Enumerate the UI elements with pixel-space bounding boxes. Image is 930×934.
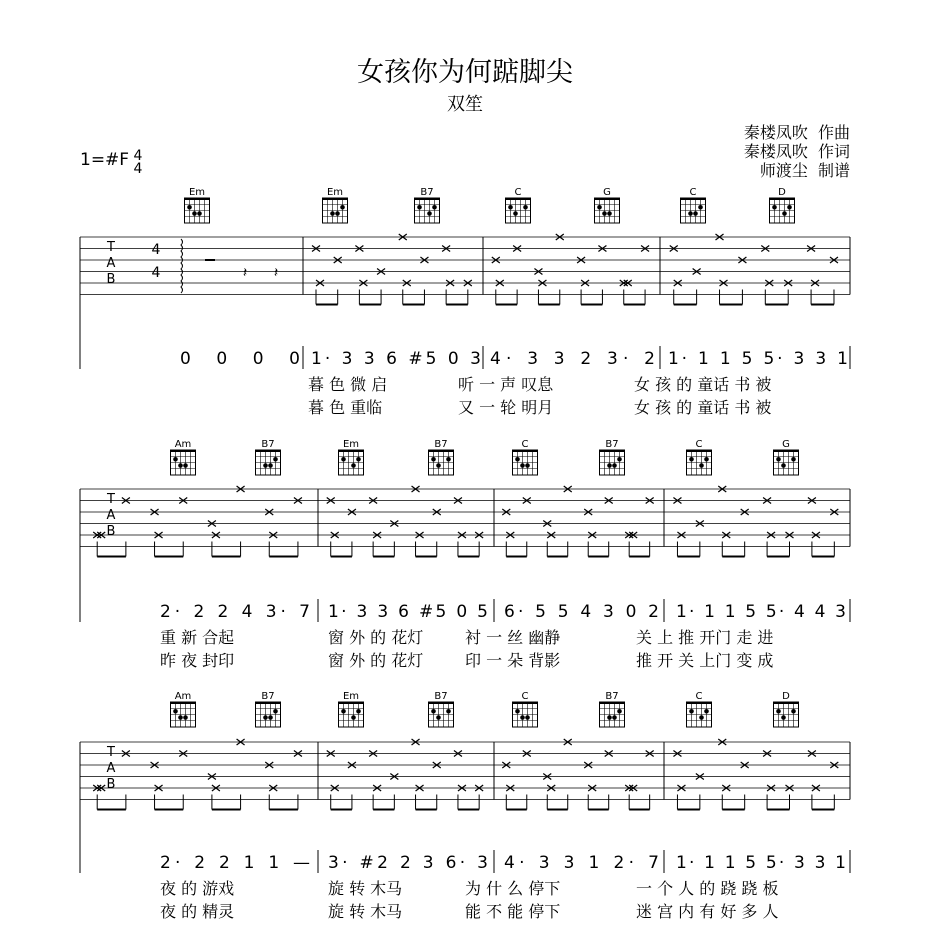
chord-finger-dot: [173, 457, 178, 462]
chord-finger-dot: [525, 715, 530, 720]
chord-finger-dot: [698, 205, 703, 210]
jianpu-measure: 0 0 0 0: [180, 349, 300, 369]
chord-diagram: [687, 439, 712, 475]
arpeggio-mark: [181, 239, 183, 293]
jianpu-measure: 6· 5 5 4 3 0 2: [504, 602, 659, 622]
chord-diagram: [774, 439, 799, 475]
chord-name: C: [521, 439, 529, 450]
chord-name: B7: [261, 439, 275, 450]
chord-name: G: [782, 439, 790, 450]
lyric-verse-1: 旋 转 木马: [328, 879, 403, 898]
tab-time-bottom: 4: [151, 265, 161, 281]
tab-time-top: 4: [151, 242, 161, 258]
chord-name: B7: [605, 439, 619, 450]
chord-diagram: [513, 439, 538, 475]
tab-clef-letter: T: [107, 745, 115, 760]
quarter-rest: 𝄽: [273, 265, 279, 281]
time-signature-top: 4: [133, 148, 143, 164]
chord-finger-dot: [791, 709, 796, 714]
chord-finger-dot: [178, 463, 183, 468]
chord-finger-dot: [341, 709, 346, 714]
chord-name: Em: [342, 439, 360, 450]
chord-finger-dot: [431, 457, 436, 462]
lyric-verse-1: 夜 的 游戏: [160, 879, 235, 898]
tab-clef-letter: A: [106, 256, 116, 271]
tab-clef-letter: T: [107, 492, 115, 507]
chord-name: G: [603, 187, 611, 198]
singer-name: 双笙: [447, 94, 483, 115]
chord-diagram: [323, 187, 348, 223]
lyric-verse-1: 一 个 人 的 跷 跷 板: [636, 879, 779, 898]
chord-finger-dot: [351, 463, 356, 468]
chord-finger-dot: [335, 211, 340, 216]
chord-name: Am: [174, 691, 192, 702]
chord-diagram: [171, 691, 196, 727]
tab-clef-letter: T: [107, 240, 115, 255]
lyric-verse-1: 听 一 声 叹息: [458, 375, 554, 394]
chord-diagram: [429, 691, 454, 727]
lyric-verse-2: 昨 夜 封印: [160, 651, 235, 670]
chord-finger-dot: [340, 205, 345, 210]
lyric-verse-2: 旋 转 木马: [328, 902, 403, 921]
chord-name: C: [695, 691, 703, 702]
key-signature: 1=#F: [80, 150, 130, 170]
lyric-verse-1: 窗 外 的 花灯: [328, 628, 424, 647]
chord-finger-dot: [508, 205, 513, 210]
chord-finger-dot: [776, 709, 781, 714]
song-title: 女孩你为何踮脚尖: [357, 57, 573, 88]
chord-finger-dot: [689, 457, 694, 462]
lyric-verse-2: 推 开 关 上门 变 成: [636, 651, 774, 670]
chord-finger-dot: [417, 205, 422, 210]
chord-finger-dot: [782, 211, 787, 216]
chord-finger-dot: [197, 211, 202, 216]
chord-diagram: [600, 691, 625, 727]
credit-arranger: 师渡尘 制谱: [759, 161, 850, 180]
credit-composer: 秦楼凤吹 作曲: [743, 123, 850, 142]
chord-diagram: [256, 691, 281, 727]
chord-name: B7: [420, 187, 434, 198]
chord-finger-dot: [183, 463, 188, 468]
jianpu-measure: 1· 1 1 5 5· 3 3 1: [676, 853, 846, 873]
chord-finger-dot: [356, 457, 361, 462]
chord-finger-dot: [330, 211, 335, 216]
chord-finger-dot: [446, 709, 451, 714]
chord-finger-dot: [612, 715, 617, 720]
chord-finger-dot: [597, 205, 602, 210]
lyric-verse-2: 能 不 能 停下: [465, 902, 561, 921]
chord-finger-dot: [787, 205, 792, 210]
chord-finger-dot: [776, 457, 781, 462]
chord-name: B7: [605, 691, 619, 702]
chord-finger-dot: [781, 463, 786, 468]
lyric-verse-1: 关 上 推 开门 走 进: [636, 628, 774, 647]
jianpu-measure: 1· 1 1 5 5· 3 3 1: [668, 349, 848, 369]
chord-finger-dot: [183, 715, 188, 720]
chord-finger-dot: [772, 205, 777, 210]
chord-name: D: [778, 187, 786, 198]
chord-finger-dot: [520, 715, 525, 720]
chord-finger-dot: [520, 463, 525, 468]
credit-lyricist: 秦楼凤吹 作词: [743, 142, 850, 161]
chord-diagram: [171, 439, 196, 475]
quarter-rest: 𝄽: [242, 265, 248, 281]
jianpu-measure: 1· 3 3 6 #5 0 3: [311, 349, 481, 369]
lyric-verse-2: 迷 宫 内 有 好 多 人: [636, 902, 779, 921]
chord-name: Em: [342, 691, 360, 702]
chord-finger-dot: [607, 715, 612, 720]
lyric-verse-2: 又 一 轮 明月: [458, 398, 554, 417]
chord-finger-dot: [699, 463, 704, 468]
chord-diagram: [600, 439, 625, 475]
chord-diagram: [681, 187, 706, 223]
chord-finger-dot: [617, 457, 622, 462]
chord-finger-dot: [791, 457, 796, 462]
chord-name: C: [514, 187, 522, 198]
chord-finger-dot: [612, 463, 617, 468]
chord-diagram: [595, 187, 620, 223]
chord-finger-dot: [263, 463, 268, 468]
chord-diagram: [506, 187, 531, 223]
tab-clef-letter: B: [106, 272, 116, 287]
chord-diagram: [687, 691, 712, 727]
lyric-verse-2: 印 一 朵 背影: [465, 651, 561, 670]
chord-finger-dot: [602, 211, 607, 216]
lyric-verse-2: 夜 的 精灵: [160, 902, 235, 921]
chord-finger-dot: [436, 715, 441, 720]
lyric-verse-2: 窗 外 的 花灯: [328, 651, 424, 670]
chord-finger-dot: [607, 211, 612, 216]
chord-finger-dot: [689, 709, 694, 714]
chord-finger-dot: [515, 709, 520, 714]
chord-finger-dot: [688, 211, 693, 216]
chord-diagram: [339, 439, 364, 475]
chord-finger-dot: [515, 457, 520, 462]
chord-finger-dot: [268, 463, 273, 468]
lyric-verse-1: 重 新 合起: [160, 628, 235, 647]
chord-diagram: [770, 187, 795, 223]
chord-name: B7: [261, 691, 275, 702]
chord-finger-dot: [607, 463, 612, 468]
chord-name: B7: [434, 691, 448, 702]
chord-finger-dot: [268, 715, 273, 720]
chord-name: C: [695, 439, 703, 450]
tab-clef-letter: A: [106, 508, 116, 523]
chord-finger-dot: [356, 709, 361, 714]
jianpu-measure: 1· 3 3 6 #5 0 5: [328, 602, 488, 622]
chord-name: B7: [434, 439, 448, 450]
chord-name: Em: [326, 187, 344, 198]
chord-diagram: [774, 691, 799, 727]
lyric-verse-2: 女 孩 的 童话 书 被: [634, 398, 772, 417]
jianpu-measure: 4· 3 3 2 3· 2: [490, 349, 655, 369]
chord-finger-dot: [699, 715, 704, 720]
lyric-verse-1: 女 孩 的 童话 书 被: [634, 375, 772, 394]
chord-diagram: [185, 187, 210, 223]
chord-finger-dot: [341, 457, 346, 462]
chord-diagram: [256, 439, 281, 475]
chord-name: C: [689, 187, 697, 198]
lyric-verse-2: 暮 色 重临: [308, 398, 383, 417]
chord-finger-dot: [192, 211, 197, 216]
chord-diagram: [415, 187, 440, 223]
chord-finger-dot: [431, 709, 436, 714]
chord-finger-dot: [704, 709, 709, 714]
chord-finger-dot: [273, 709, 278, 714]
chord-finger-dot: [351, 715, 356, 720]
chord-finger-dot: [436, 463, 441, 468]
chord-finger-dot: [704, 457, 709, 462]
chord-name: Am: [174, 439, 192, 450]
jianpu-measure: 4· 3 3 1 2· 7: [504, 853, 659, 873]
jianpu-measure: 1· 1 1 5 5· 4 4 3: [676, 602, 846, 622]
chord-finger-dot: [427, 211, 432, 216]
chord-finger-dot: [263, 715, 268, 720]
chord-finger-dot: [693, 211, 698, 216]
chord-finger-dot: [432, 205, 437, 210]
lyric-verse-1: 暮 色 微 启: [308, 375, 388, 394]
chord-finger-dot: [513, 211, 518, 216]
chord-finger-dot: [523, 205, 528, 210]
chord-finger-dot: [178, 715, 183, 720]
chord-finger-dot: [173, 709, 178, 714]
chord-finger-dot: [617, 709, 622, 714]
chord-finger-dot: [273, 457, 278, 462]
chord-finger-dot: [187, 205, 192, 210]
tab-clef-letter: B: [106, 777, 116, 792]
chord-diagram: [429, 439, 454, 475]
chord-finger-dot: [446, 457, 451, 462]
jianpu-measure: 2· 2 2 1 1 —: [160, 853, 310, 873]
tab-clef-letter: A: [106, 761, 116, 776]
chord-name: C: [521, 691, 529, 702]
lyric-verse-1: 衬 一 丝 幽静: [465, 628, 561, 647]
tab-clef-letter: B: [106, 524, 116, 539]
chord-name: D: [782, 691, 790, 702]
lyric-verse-1: 为 什 么 停下: [465, 879, 561, 898]
chord-diagram: [339, 691, 364, 727]
chord-finger-dot: [525, 463, 530, 468]
jianpu-measure: 3· #2 2 3 6· 3: [328, 853, 488, 873]
time-signature-bottom: 4: [133, 161, 143, 177]
jianpu-measure: 2· 2 2 4 3· 7: [160, 602, 310, 622]
chord-diagram: [513, 691, 538, 727]
chord-finger-dot: [781, 715, 786, 720]
chord-name: Em: [188, 187, 206, 198]
